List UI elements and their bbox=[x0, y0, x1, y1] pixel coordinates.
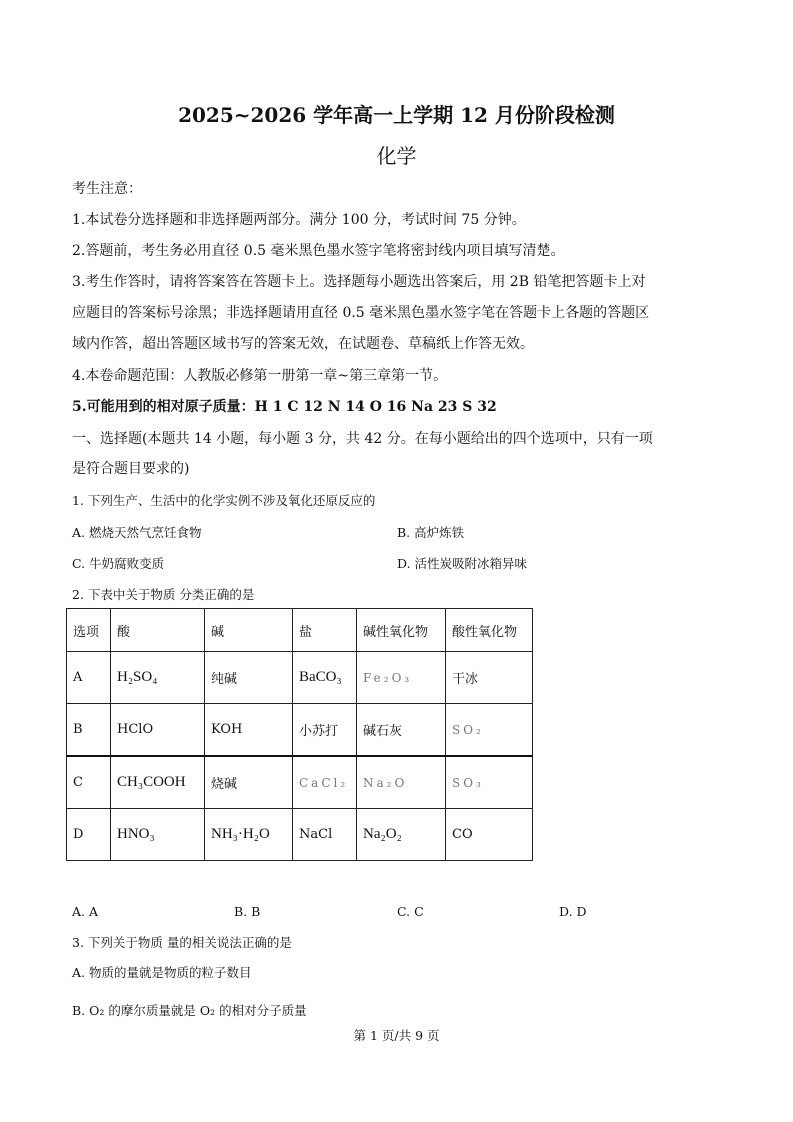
table-header: 盐 bbox=[293, 609, 357, 652]
table-cell: SO₂ bbox=[446, 704, 533, 757]
table-cell: H₂SO₄ bbox=[111, 652, 205, 704]
notice-item-2: 2.答题前，考生务必用直径 0.5 毫米黑色墨水签字笔将密封线内项目填写清楚。 bbox=[72, 243, 565, 259]
notice-item-5: 5.可能用到的相对原子质量：H 1 C 12 N 14 O 16 Na 23 S 32 bbox=[72, 399, 497, 415]
table-cell: Na₂O bbox=[357, 756, 446, 809]
subject-title: 化学 bbox=[376, 144, 417, 168]
table-header: 酸 bbox=[111, 609, 205, 652]
notice-item-1: 1.本试卷分选择题和非选择题两部分。满分 100 分，考试时间 75 分钟。 bbox=[72, 212, 526, 228]
q2-stem: 2. 下表中关于物质 分类正确的是 bbox=[72, 587, 255, 602]
table-cell: 碱石灰 bbox=[357, 704, 446, 757]
table-cell: A bbox=[67, 652, 111, 704]
table-cell: Fe₂O₃ bbox=[357, 652, 446, 704]
table-cell: B bbox=[67, 704, 111, 757]
table-cell: BaCO₃ bbox=[293, 652, 357, 704]
table-cell: HClO bbox=[111, 704, 205, 757]
table-header: 酸性氧化物 bbox=[446, 609, 533, 652]
q3-stem: 3. 下列关于物质 量的相关说法正确的是 bbox=[72, 935, 292, 950]
notice-item-4: 4.本卷命题范围：人教版必修第一册第一章~第三章第一节。 bbox=[72, 368, 448, 384]
q1-option-b: B. 高炉炼铁 bbox=[397, 525, 465, 540]
q3-option-b: B. O₂ 的摩尔质量就是 O₂ 的相对分子质量 bbox=[72, 1003, 307, 1018]
table-cell: 纯碱 bbox=[205, 652, 293, 704]
table-cell: Na₂O₂ bbox=[357, 809, 446, 861]
table-cell: HNO₃ bbox=[111, 809, 205, 861]
table-row bbox=[67, 704, 533, 757]
q2-option-a: A. A bbox=[72, 904, 99, 919]
table-cell: SO₃ bbox=[446, 756, 533, 809]
table-header-row bbox=[67, 609, 533, 652]
classification-table bbox=[66, 608, 533, 861]
page-footer: 第 1 页/共 9 页 bbox=[353, 1028, 440, 1043]
table-cell: C bbox=[67, 756, 111, 809]
table-cell: KOH bbox=[205, 704, 293, 757]
table-header: 选项 bbox=[67, 609, 111, 652]
q3-option-a: A. 物质的量就是物质的粒子数目 bbox=[72, 965, 252, 980]
table-header: 碱性氧化物 bbox=[357, 609, 446, 652]
table-cell: 小苏打 bbox=[293, 704, 357, 757]
notice-item-3-cont: 应题目的答案标号涂黑；非选择题请用直径 0.5 毫米黑色墨水签字笔在答题卡上各题的答题区 bbox=[72, 305, 650, 321]
table-cell: CH₃COOH bbox=[111, 756, 205, 809]
q2-option-b: B. B bbox=[234, 904, 261, 919]
table-cell: CaCl₂ bbox=[293, 756, 357, 809]
table-cell: 烧碱 bbox=[205, 756, 293, 809]
notice-item-3: 3.考生作答时，请将答案答在答题卡上。选择题每小题选出答案后，用 2B 铅笔把答题卡上对 bbox=[72, 274, 646, 290]
notice-item-3-cont2: 域内作答，超出答题区域书写的答案无效，在试题卷、草稿纸上作答无效。 bbox=[72, 336, 534, 352]
table-row bbox=[67, 809, 533, 861]
q1-option-a: A. 燃烧天然气烹饪食物 bbox=[72, 525, 202, 540]
table-cell: NaCl bbox=[293, 809, 357, 861]
q2-option-d: D. D bbox=[559, 904, 587, 919]
page-title: 2025~2026 学年高一上学期 12 月份阶段检测 bbox=[178, 103, 615, 127]
table-cell: NH₃·H₂O bbox=[205, 809, 293, 861]
section-heading-cont: 是符合题目要求的) bbox=[72, 461, 190, 477]
q1-option-c: C. 牛奶腐败变质 bbox=[72, 556, 165, 571]
table-header: 碱 bbox=[205, 609, 293, 652]
table-cell: CO bbox=[446, 809, 533, 861]
q1-option-d: D. 活性炭吸附冰箱异味 bbox=[397, 556, 528, 571]
table-cell: D bbox=[67, 809, 111, 861]
q1-stem: 1. 下列生产、生活中的化学实例不涉及氧化还原反应的 bbox=[72, 493, 376, 508]
section-heading: 一、选择题(本题共 14 小题，每小题 3 分，共 42 分。在每小题给出的四个选项中，只有一项 bbox=[72, 431, 653, 447]
table-row bbox=[67, 652, 533, 704]
table-cell: 干冰 bbox=[446, 652, 533, 704]
notice-heading: 考生注意： bbox=[72, 181, 142, 197]
table-row bbox=[67, 756, 533, 809]
q2-option-c: C. C bbox=[397, 904, 424, 919]
